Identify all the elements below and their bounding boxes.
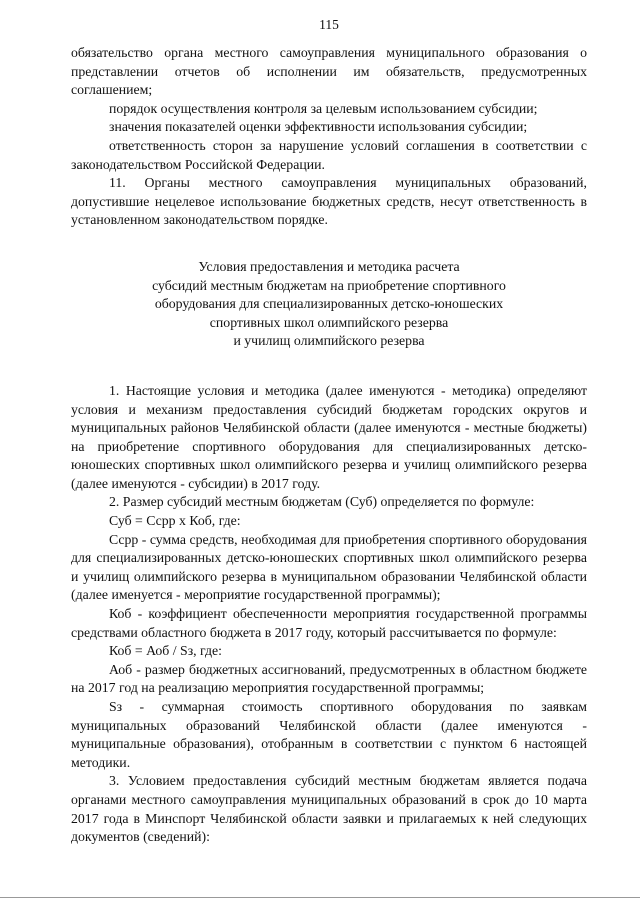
section-heading (71, 258, 587, 351)
heading-line: спортивных школ олимпийского резерва (209, 314, 449, 330)
heading-line: Условия предоставления и методика расчета (198, 258, 460, 274)
document-body (71, 44, 587, 847)
paragraph: Коб - коэффициент обеспеченности мероприятия государственной программы средствами областного бюджета в 2017 году, который рассчитывается по формуле: (71, 606, 587, 640)
footer-rule (0, 897, 640, 898)
paragraph: 11. Органы местного самоуправления муниципальных образований, допустившие нецелевое использование бюджетных средств, несут ответственность в установленном законодательством порядке. (71, 175, 587, 228)
paragraph: 3. Условием предоставления субсидий местным бюджетам является подача органами местного самоуправления муниципальных образований в срок до 10 марта 2017 года в Минспорт Челябинской области заявки и прилагаемых к ней следующих документов (сведений): (71, 773, 587, 845)
page-number: 115 (319, 17, 339, 32)
paragraph: ответственность сторон за нарушение условий соглашения в соответствии с законодательством Российской Федерации. (71, 137, 587, 172)
main-section (71, 382, 587, 847)
paragraph: Ссрр - сумма средств, необходимая для приобретения спортивного оборудования для специализированных детско-юношеских спортивных школ олимпийского резерва и училищ олимпийского резерва в муниципальном образовании Челябинской области (далее именуется - мероприятие государственной программы); (71, 531, 587, 603)
formula: Суб = Ссрр х Коб, где: (109, 513, 241, 529)
paragraph: 2. Размер субсидий местным бюджетам (Суб) определяется по формуле: (109, 494, 535, 510)
paragraph: Sз - суммарная стоимость спортивного оборудования по заявкам муниципальных образований Челябинской области (далее именуются - муниципальные образования), отобранным в соответствии с пунктом 6 настоящей методики. (71, 699, 587, 770)
formula: Коб = Аоб / Sз, где: (109, 643, 222, 659)
heading-line: субсидий местным бюджетам на приобретение спортивного (152, 277, 506, 293)
heading-line: и училищ олимпийского резерва (233, 333, 425, 349)
paragraph: порядок осуществления контроля за целевым использованием субсидии; (109, 100, 538, 116)
paragraph: 1. Настоящие условия и методика (далее именуются - методика) определяют условия и механизм предоставления субсидий бюджетам городских округов и муниципальных районов Челябинской области (далее именуются - местные бюджеты) на приобретение спортивного оборудования для специализированных детско-юношеских спортивных школ олимпийского резерва и училищ олимпийского резерва (далее именуются - субсидии) в 2017 году. (71, 382, 587, 491)
paragraph: обязательство органа местного самоуправления муниципального образования о представлении отчетов об исполнении им обязательств, предусмотренных соглашением; (71, 45, 587, 98)
paragraph: значения показателей оценки эффективности использования субсидии; (109, 119, 528, 135)
intro-section (71, 44, 587, 230)
paragraph: Аоб - размер бюджетных ассигнований, предусмотренных в областном бюджете на 2017 год на реализацию мероприятия государственной программы; (71, 661, 587, 696)
heading-line: оборудования для специализированных детско-юношеских (154, 296, 504, 312)
